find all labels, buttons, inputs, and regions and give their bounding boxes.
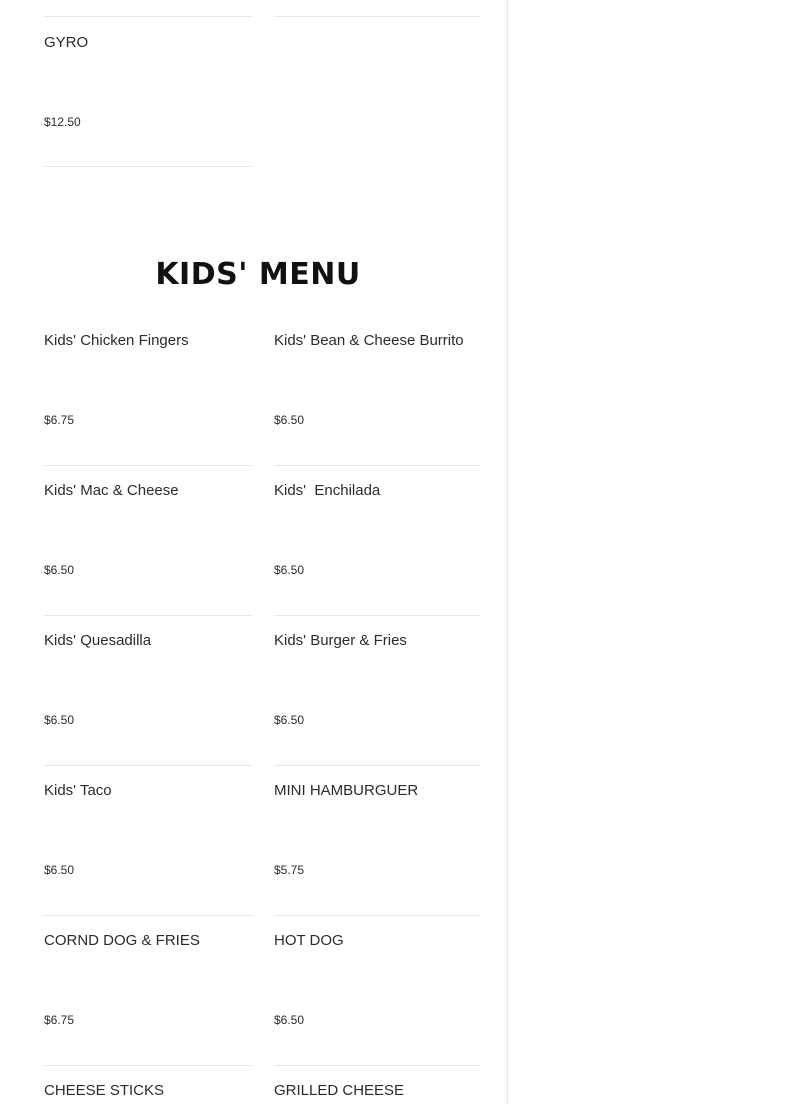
divider	[44, 1065, 252, 1066]
divider	[274, 16, 480, 17]
item-name: Kids' Bean & Cheese Burrito	[274, 332, 464, 349]
menu-item[interactable]	[44, 1065, 252, 1104]
item-name: HOT DOG	[274, 932, 344, 949]
divider	[44, 166, 252, 167]
item-price: $6.75	[44, 1013, 75, 1027]
item-price: $6.50	[44, 713, 75, 727]
item-name: CORND DOG & FRIES	[44, 932, 200, 949]
item-name: Kids' Burger & Fries	[274, 632, 407, 649]
item-name: MINI HAMBURGUER	[274, 782, 419, 799]
divider	[274, 765, 480, 766]
item-price: $6.50	[44, 863, 75, 877]
item-name: Kids' Chicken Fingers	[44, 332, 189, 349]
divider	[44, 615, 252, 616]
item-name: Kids' Quesadilla	[44, 632, 152, 649]
menu-item[interactable]	[274, 1065, 480, 1104]
menu-item[interactable]	[274, 615, 480, 765]
right-panel	[509, 0, 785, 1104]
menu-item[interactable]	[274, 765, 480, 915]
item-price: $6.50	[44, 563, 75, 577]
divider	[44, 465, 252, 466]
item-name: Kids' Mac & Cheese	[44, 482, 179, 499]
menu-item[interactable]	[274, 915, 480, 1065]
divider	[44, 765, 252, 766]
item-name: GRILLED CHEESE	[274, 1082, 405, 1099]
divider	[274, 615, 480, 616]
menu-item-gyro[interactable]	[44, 17, 252, 167]
menu-item[interactable]	[44, 765, 252, 915]
section-title: KIDS' MENU	[155, 257, 361, 292]
item-price: $12.50	[44, 115, 81, 129]
menu-item[interactable]	[274, 465, 480, 615]
item-price: $6.50	[274, 1013, 305, 1027]
divider	[274, 465, 480, 466]
item-name: CHEESE STICKS	[44, 1082, 165, 1099]
divider	[274, 915, 480, 916]
item-price: $5.75	[274, 863, 305, 877]
item-price: $6.50	[274, 413, 305, 427]
item-name: Kids' Enchilada	[274, 482, 381, 499]
item-name: Kids' Taco	[44, 782, 112, 799]
divider	[274, 1065, 480, 1066]
menu-item[interactable]	[44, 465, 252, 615]
menu-item[interactable]	[274, 315, 480, 465]
divider	[44, 915, 252, 916]
item-name: GYRO	[44, 34, 89, 51]
menu-item[interactable]	[44, 915, 252, 1065]
menu-item[interactable]	[44, 315, 252, 465]
menu-item[interactable]	[44, 615, 252, 765]
item-price: $6.50	[274, 563, 305, 577]
item-price: $6.50	[274, 713, 305, 727]
item-price: $6.75	[44, 413, 75, 427]
